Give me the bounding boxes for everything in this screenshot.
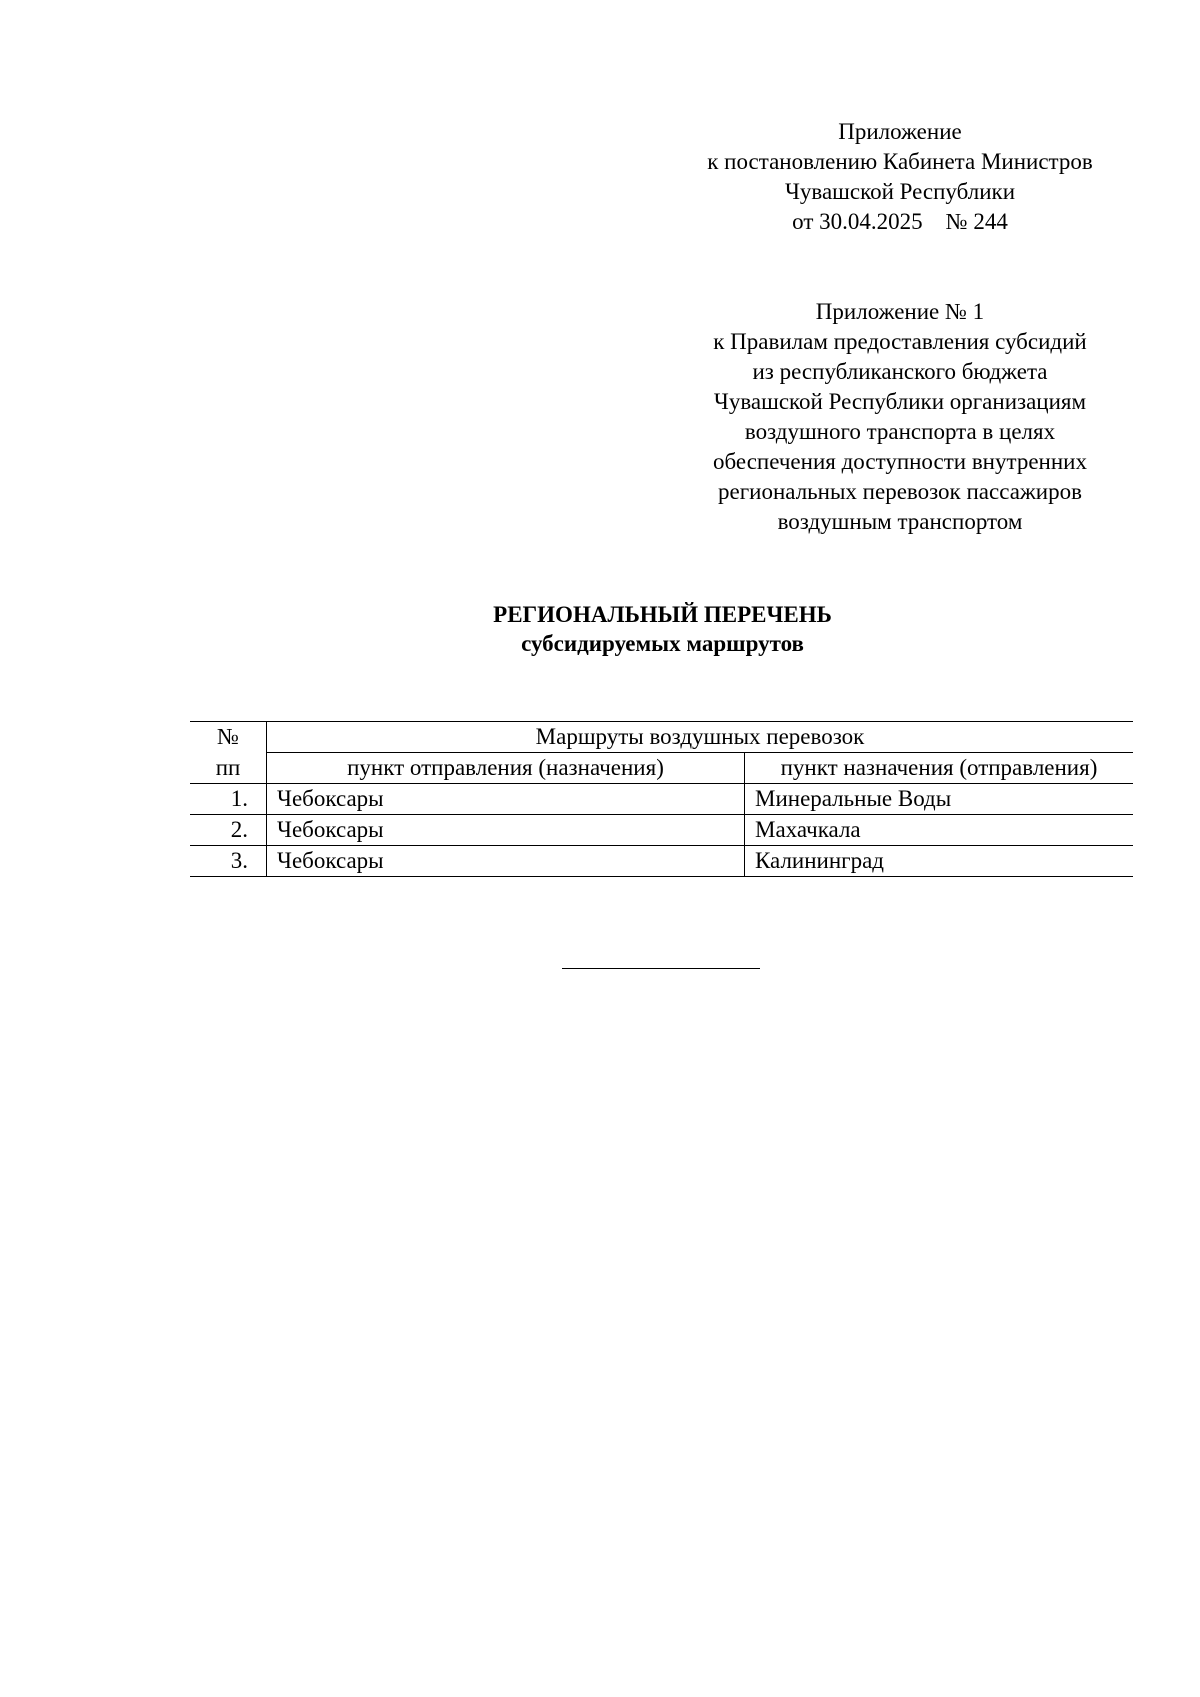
annex-line: региональных перевозок пассажиров <box>718 479 1082 504</box>
table-row <box>190 846 1133 877</box>
row-number: 3. <box>190 846 267 877</box>
title-sub: субсидируемых маршрутов <box>521 631 804 656</box>
annex-line: воздушного транспорта в целях <box>744 419 1056 444</box>
departure-cell: Чебоксары <box>267 815 745 846</box>
destination-cell: Калининград <box>745 846 1134 877</box>
table-row <box>190 784 1133 815</box>
document-title <box>0 600 1200 658</box>
destination-column-header: пункт назначения (отправления) <box>745 753 1134 784</box>
departure-cell: Чебоксары <box>267 784 745 815</box>
num-header-top: № <box>190 722 267 753</box>
annex-line: к постановлению Кабинета Министров <box>707 149 1093 174</box>
annex-line: Чувашской Республики <box>784 179 1016 204</box>
routes-table <box>190 721 1133 877</box>
departure-cell: Чебоксары <box>267 846 745 877</box>
annex-line: из республиканского бюджета <box>752 359 1048 384</box>
annex-line: Чувашской Республики организациям <box>713 389 1087 414</box>
annex-header-rules <box>630 297 1170 537</box>
row-number: 2. <box>190 815 267 846</box>
table-header-row <box>190 753 1133 784</box>
routes-group-header: Маршруты воздушных перевозок <box>267 722 1134 753</box>
annex-line: обеспечения доступности внутренних <box>713 449 1087 474</box>
departure-column-header: пункт отправления (назначения) <box>267 753 745 784</box>
annex-line: воздушным транспортом <box>777 509 1023 534</box>
annex-line: к Правилам предоставления субсидий <box>713 329 1087 354</box>
title-main: РЕГИОНАЛЬНЫЙ ПЕРЕЧЕНЬ <box>493 602 832 627</box>
annex-header-decree <box>630 117 1170 237</box>
annex-line: от 30.04.2025 № 244 <box>792 209 1008 234</box>
table-header-row <box>190 722 1133 753</box>
table-row <box>190 815 1133 846</box>
row-number: 1. <box>190 784 267 815</box>
destination-cell: Махачкала <box>745 815 1134 846</box>
annex-line: Приложение <box>838 119 962 144</box>
annex-line: Приложение № 1 <box>815 299 985 324</box>
end-divider <box>562 968 760 969</box>
num-header-bottom: пп <box>190 753 267 784</box>
destination-cell: Минеральные Воды <box>745 784 1134 815</box>
